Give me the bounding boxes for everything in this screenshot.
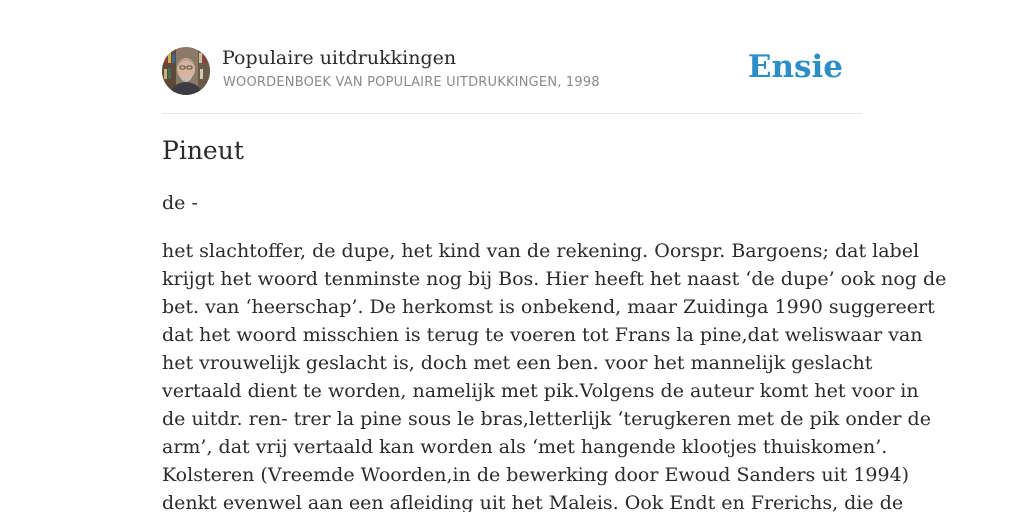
source-title[interactable]: Populaire uitdrukkingen bbox=[222, 47, 457, 69]
entry-grammar: de - bbox=[162, 192, 198, 214]
definition-line: het vrouwelijk geslacht is, doch met een ben. voor het mannelijk geslacht bbox=[162, 352, 873, 374]
entry-definition bbox=[162, 237, 947, 512]
definition-line: bet. van ‘heerschap’. De herkomst is onbekend, maar Zuidinga 1990 suggereert bbox=[162, 296, 935, 318]
source-subtitle[interactable]: WOORDENBOEK VAN POPULAIRE UITDRUKKINGEN, 1998 bbox=[223, 75, 600, 90]
definition-line: de uitdr. ren- trer la pine sous le bras,letterlijk ‘terugkeren met de pik onder de bbox=[162, 408, 931, 430]
divider bbox=[162, 113, 862, 114]
avatar[interactable] bbox=[162, 47, 210, 95]
definition-line: denkt evenwel aan een afleiding uit het Maleis. Ook Endt en Frerichs, die de bbox=[162, 492, 904, 512]
definition-line: Kolsteren (Vreemde Woorden,in de bewerking door Ewoud Sanders uit 1994) bbox=[162, 464, 910, 486]
definition-line: het slachtoffer, de dupe, het kind van de rekening. Oorspr. Bargoens; dat label bbox=[162, 240, 920, 262]
source-header bbox=[162, 46, 862, 96]
definition-line: arm’, dat vrij vertaald kan worden als ‘met hangende klootjes thuiskomen’. bbox=[162, 436, 888, 458]
entry-term: Pineut bbox=[162, 136, 244, 165]
definition-line: dat het woord misschien is terug te voeren tot Frans la pine,dat weliswaar van bbox=[162, 324, 923, 346]
definition-line: krijgt het woord tenminste nog bij Bos. Hier heeft het naast ‘de dupe’ ook nog de bbox=[162, 268, 947, 290]
portrait-photo-icon bbox=[162, 47, 210, 95]
brand-logo[interactable]: Ensie bbox=[747, 49, 843, 85]
definition-line: vertaald dient te worden, namelijk met pik.Volgens de auteur komt het voor in bbox=[162, 380, 919, 402]
